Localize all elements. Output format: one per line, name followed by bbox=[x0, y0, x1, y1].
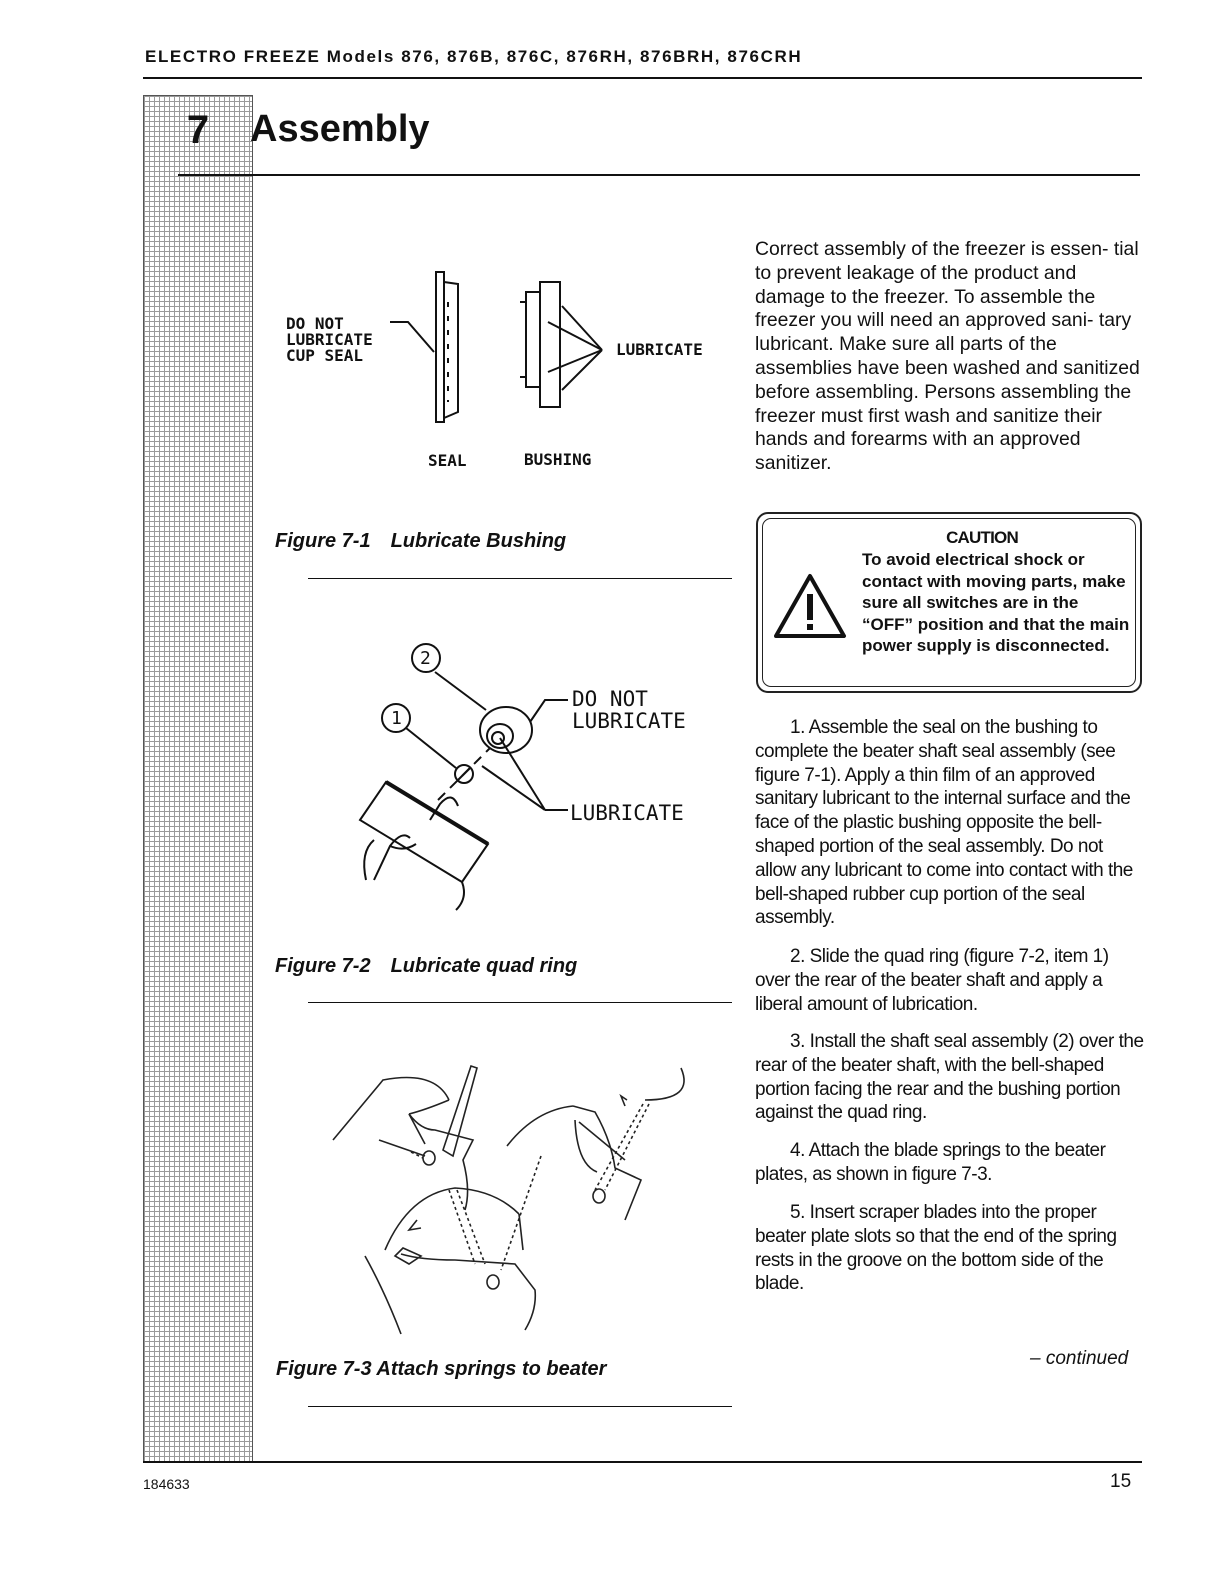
chapter-number: 7 bbox=[186, 108, 210, 152]
header-rule bbox=[143, 77, 1142, 79]
figure-7-1-title: Lubricate Bushing bbox=[390, 530, 567, 552]
figure-7-1-label: Figure 7-1 bbox=[275, 530, 371, 552]
chapter-title: Assembly bbox=[250, 108, 430, 150]
figure-7-2-drawing bbox=[330, 640, 720, 920]
continued-note: – continued bbox=[1030, 1348, 1129, 1369]
figure-7-3-rule bbox=[308, 1406, 732, 1407]
callout-lubricate-bottom: LUBRICATE bbox=[570, 801, 684, 825]
running-header: ELECTRO FREEZE Models 876, 876B, 876C, 876RH, 876BRH, 876CRH bbox=[145, 47, 803, 66]
label-bushing: BUSHING bbox=[524, 450, 592, 469]
page-number: 15 bbox=[1110, 1471, 1132, 1492]
callout-do-not: DO NOT bbox=[286, 314, 344, 333]
figure-7-2-title: Lubricate quad ring bbox=[390, 955, 578, 977]
step-2: 2. Slide the quad ring (figure 7-2, item 1) over the rear of the beater shaft and apply a liberal amount of lubrication. bbox=[755, 946, 1109, 1015]
caution-text: To avoid electrical shock or contact with moving parts, make sure all switches are in the “OFF” position and that the main power supply is disconnected. bbox=[862, 550, 1130, 655]
callout-lubricate-top: LUBRICATE bbox=[572, 709, 686, 733]
figure-7-1-caption bbox=[275, 530, 566, 553]
step-4: 4. Attach the blade springs to the beater plates, as shown in figure 7-3. bbox=[755, 1140, 1106, 1185]
title-rule bbox=[178, 174, 1140, 176]
callout-cup-seal: CUP SEAL bbox=[286, 346, 364, 365]
chapter-grid-bar bbox=[143, 95, 253, 1463]
intro-paragraph: Correct assembly of the freezer is essen- tial to prevent leakage of the product and damage to the freezer. To assemble the freezer you will need an approved sani- tary lubricant. Make sure all parts of the assemblies have been washed and sanitized before assembling. Persons assembling the freezer must first wash and sanitize their hands and forearms with an approved sanitizer. bbox=[755, 238, 1140, 475]
callout-lubricate-right: LUBRICATE bbox=[616, 340, 703, 359]
figure-7-2-caption bbox=[275, 955, 577, 978]
label-seal: SEAL bbox=[428, 451, 467, 470]
figure-7-1-drawing bbox=[280, 262, 730, 477]
caution-title: CAUTION bbox=[946, 528, 1018, 547]
callout-do-not-2: DO NOT bbox=[572, 687, 648, 711]
callout-item-1: 1 bbox=[391, 708, 402, 729]
figure-7-1-rule bbox=[308, 578, 732, 579]
document-number: 184633 bbox=[143, 1476, 190, 1492]
step-1: 1. Assemble the seal on the bushing to complete the beater shaft seal assembly (see figure 7-1). Apply a thin film of an approved sanitary lubricant to the internal surface and the face of the plastic bushing opposite the bell-shaped portion of the seal assembly. Do not allow any lubricant to come into contact with the bell-shaped rubber cup portion of the seal assembly. bbox=[755, 717, 1133, 929]
warning-triangle-icon bbox=[772, 572, 848, 640]
footer-rule bbox=[143, 1461, 1142, 1463]
figure-7-2-rule bbox=[308, 1002, 732, 1003]
step-3: 3. Install the shaft seal assembly (2) over the rear of the beater shaft, with the bell-shaped portion facing the rear and the bushing portion against the quad ring. bbox=[755, 1031, 1144, 1124]
figure-7-3-drawing bbox=[325, 1060, 695, 1340]
step-5: 5. Insert scraper blades into the proper beater plate slots so that the end of the spring rests in the groove on the bottom side of the blade. bbox=[755, 1202, 1117, 1295]
callout-lubricate: LUBRICATE bbox=[286, 330, 373, 349]
figure-7-2-label: Figure 7-2 bbox=[275, 955, 371, 977]
figure-7-3-caption: Figure 7-3 Attach springs to beater bbox=[276, 1358, 607, 1380]
callout-item-2: 2 bbox=[420, 648, 431, 669]
